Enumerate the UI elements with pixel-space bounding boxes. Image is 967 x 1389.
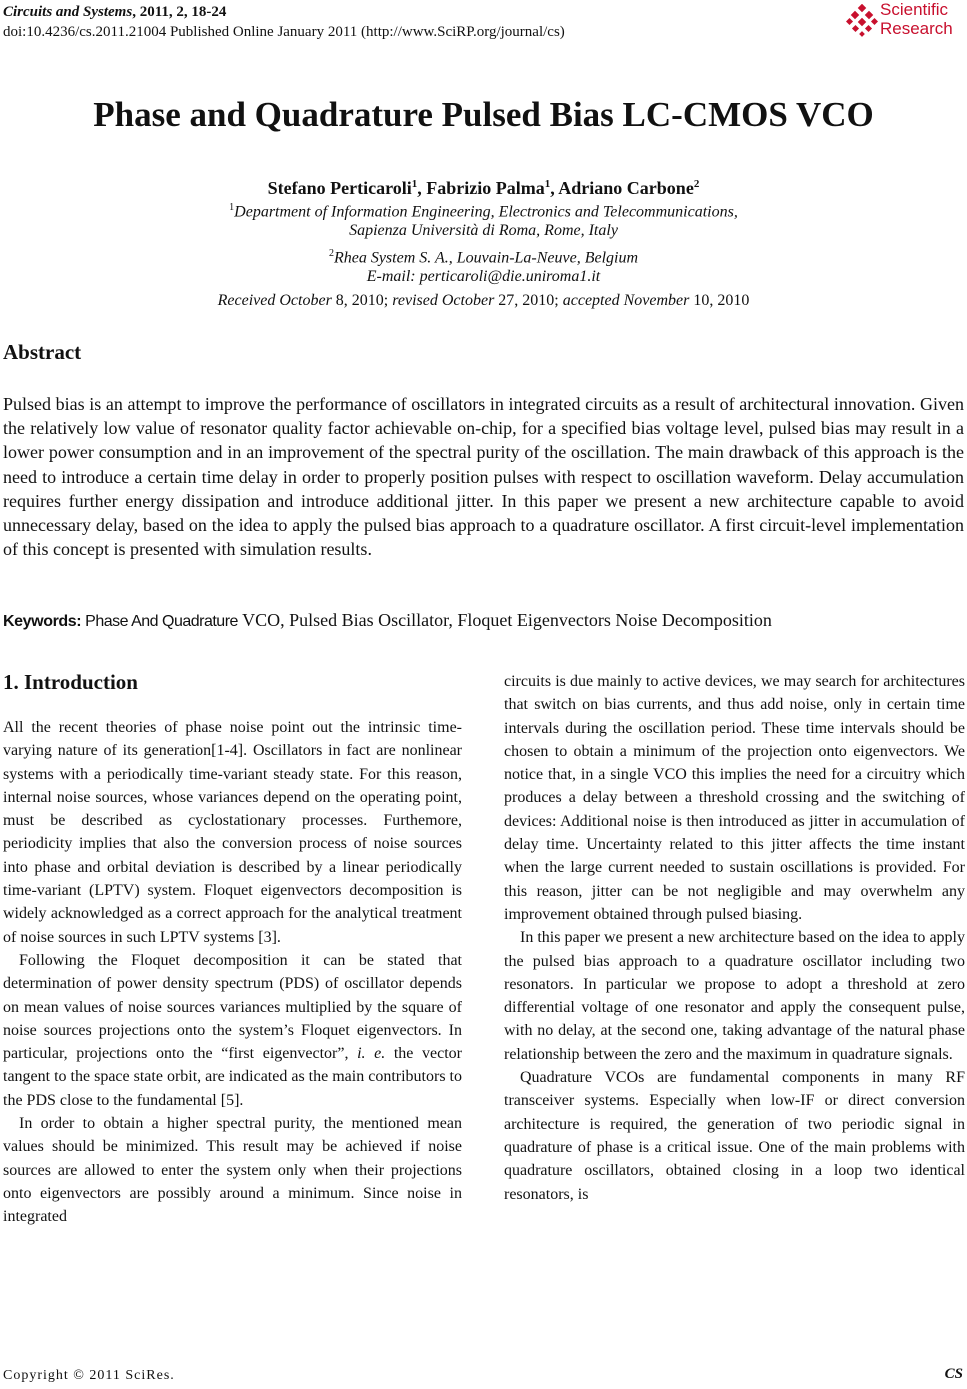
journal-name: Circuits and Systems <box>3 4 133 20</box>
section-heading: 1. Introduction <box>3 670 138 694</box>
paragraph: All the recent theories of phase noise point out the intrinsic time-varying nature of its generation[1-4]. Oscillators in fact are nonlinear systems with a periodically time-variant steady state. For this reason, internal noise sources, whose variances depend on the operating point, must be described as cyclostationary processes. Furthemore, periodicity implies that also the conversion process of noise sources into phase and orbital deviation is described by a linear periodically time-variant (LPTV) system. Floquet eigenvectors decomposition is widely acknowledged as a correct approach for the analytical treatment of noise sources in such LPTV systems [3]. <box>3 719 462 946</box>
affiliation-2: $^2$Rhea System S. A., Louvain-La-Neuve, Belgium <box>328 248 639 267</box>
abstract-text: Pulsed bias is an attempt to improve the performance of oscillators in integrated circuits as a result of architectural innovation. Given the relatively low value of resonator quality factor achievable on-chip, for a specified bias voltage level, pulsed bias may result in a lower power consumption and in an improvement of the spectral purity of the oscillation. The main drawback of this approach is the need to introduce a certain time delay in order to properly position pulses with respect to oscillation waveform. Delay accumulation requires further energy dissipation and introduce additional jitter. In this paper we present a new architecture capable to avoid unnecessary delay, based on the idea to apply the pulsed bias approach to a quadrature oscillator. A first circuit-level implementation of this concept is presented with simulation results. <box>3 394 964 560</box>
paragraph: Quadrature VCOs are fundamental components in many RF transceiver systems. Especially when low-IF or direct conversion architecture is required, the generation of two periodic signal in quadrature of phase is a critical issue. One of the main problems with quadrature oscillators, obtained closing in a loop two identical resonators, is <box>504 1069 965 1203</box>
logo-diamond-icon <box>846 4 878 38</box>
paragraph: circuits is due mainly to active devices, we may search for architectures that switch on bias currents, and thus add noise, only in certain time intervals during the oscillation period. These time intervals should be chosen to obtain a minimum of the projection onto eigenvectors. We notice that, in a single VCO this implies the need for a circuitry which produces a delay between a threshold crossing and the switching of devices: Additional noise is then introduced as jitter in accumulation of delay time. Uncertainty related to this jitter affects the time instant when the large current needed to sustain oscillations is provided. For this reason, jitter can be not negligible and may overwhelm any improvement obtained through pulsed biasing. <box>504 673 965 923</box>
received-dates: Received October 8, 2010; revised October 27, 2010; accepted November 10, 2010 <box>217 292 750 309</box>
abstract-heading: Abstract <box>3 340 82 364</box>
right-column <box>504 670 965 1206</box>
author-list: Stefano Perticaroli$^1$, Fabrizio Palma$^1$, Adriano Carbone$^2$ <box>267 178 700 198</box>
doi-line: doi:10.4236/cs.2011.21004 Published Online January 2011 (http://www.SciRP.org/journal/cs) <box>3 24 565 40</box>
paragraph: Following the Floquet decomposition it can be stated that determination of power density spectrum (PDS) of oscillator depends on mean values of noise sources variances multiplied by the square of noise sources projections onto the system’s Floquet eigenvectors. In particular, projections onto the “first eigenvector”, i. e. the vector tangent to the space state orbit, are indicated as the main contributors to the PDS close to the fundamental [5]. <box>3 951 462 1109</box>
journal-citation <box>3 2 226 22</box>
paragraph: In this paper we present a new architecture based on the idea to apply the pulsed bias approach to a quadrature oscillator including two resonators. In particular we propose to adopt a threshold at zero differential voltage of one resonator and apply the consequent pulse, with no delay, at the second one, taking advantage of the natural phase relationship between the zero and the maximum in quadrature signals. <box>504 929 965 1063</box>
journal-volume: , 2011, 2, 18-24 <box>132 4 227 20</box>
email-line: E-mail: perticaroli@die.uniroma1.it <box>366 268 601 285</box>
keywords-label: Keywords: <box>3 613 82 630</box>
copyright-footer: Copyright © 2011 SciRes. <box>3 1368 175 1383</box>
affiliation-1: $^1$Department of Information Engineering, Electronics and Telecommunications, <box>229 202 738 221</box>
journal-abbreviation: CS <box>944 1366 963 1382</box>
scientific-research-logo <box>846 0 966 42</box>
logo-text: Scientific Research <box>880 0 953 38</box>
paragraph: In order to obtain a higher spectral purity, the mentioned mean values should be minimized. This result may be achieved if noise sources are allowed to enter the system only when their projections onto eigenvectors are possibly around a minimum. Since noise in integrated <box>3 1115 462 1226</box>
keywords-line: Keywords: Phase And Quadrature VCO, Pulsed Bias Oscillator, Floquet Eigenvectors Noise Decomposition <box>3 610 772 630</box>
paper-title: Phase and Quadrature Pulsed Bias LC-CMOS VCO <box>93 95 874 134</box>
left-column <box>3 716 462 1229</box>
affiliation-1-location: Sapienza Università di Roma, Rome, Italy <box>349 222 618 239</box>
